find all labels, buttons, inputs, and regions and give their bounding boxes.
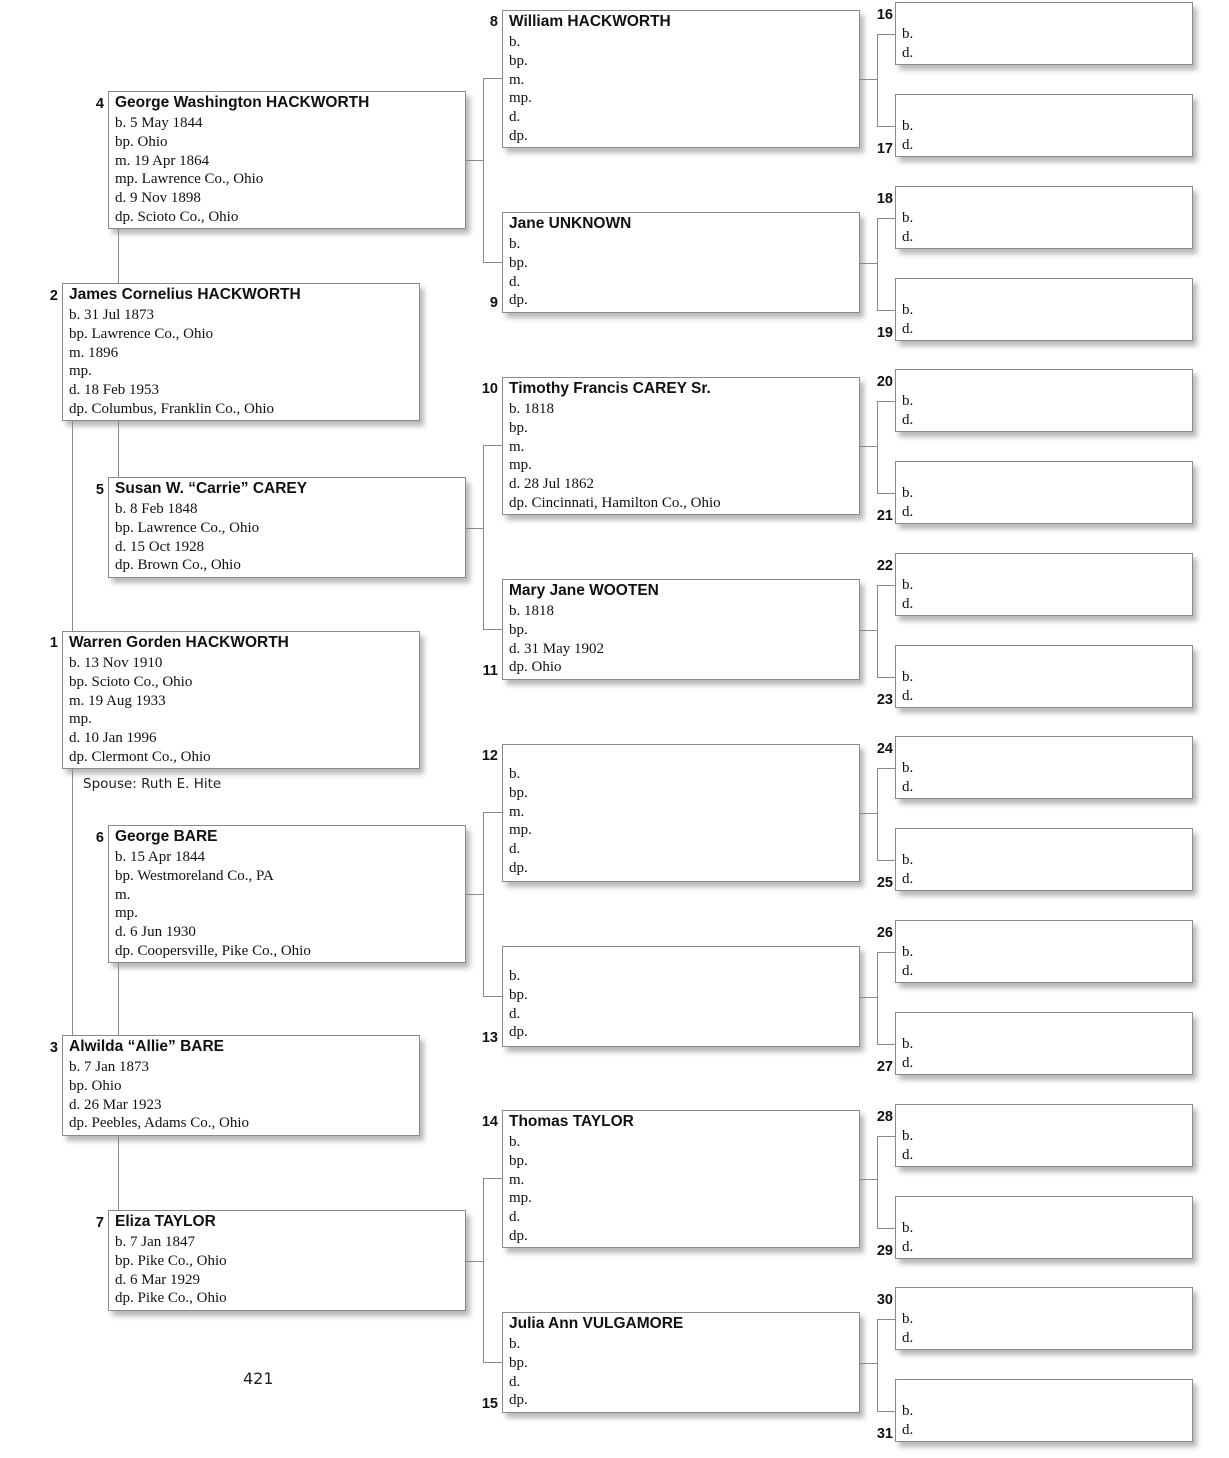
connector-line bbox=[877, 493, 895, 494]
connector-line bbox=[118, 421, 119, 477]
connector-line bbox=[877, 1319, 878, 1411]
person-detail-line: b. 1818 bbox=[509, 603, 554, 619]
connector-line bbox=[877, 677, 895, 678]
person-detail-line: dp. Peebles, Adams Co., Ohio bbox=[69, 1115, 249, 1132]
connector-line bbox=[466, 528, 483, 529]
person-detail-line: b. bbox=[902, 1128, 914, 1144]
person-box-6[interactable] bbox=[108, 825, 466, 963]
person-detail-line: d. bbox=[902, 962, 914, 979]
person-box-1[interactable] bbox=[62, 631, 420, 769]
person-detail-line: bp. bbox=[509, 784, 528, 801]
person-name: Warren Gorden HACKWORTH bbox=[69, 634, 289, 651]
person-detail-line: dp. Scioto Co., Ohio bbox=[115, 208, 239, 225]
person-number: 15 bbox=[481, 1396, 498, 1412]
person-detail-line: d. bbox=[902, 778, 914, 795]
connector-line bbox=[483, 445, 484, 629]
connector-line bbox=[877, 585, 895, 586]
person-number: 11 bbox=[482, 663, 498, 679]
person-detail-line: b. bbox=[509, 236, 521, 252]
person-box-31[interactable] bbox=[895, 1379, 1193, 1442]
person-name: Eliza TAYLOR bbox=[115, 1213, 216, 1230]
person-detail-line: d. bbox=[902, 1329, 914, 1346]
person-box-15[interactable] bbox=[502, 1312, 860, 1413]
person-detail-line: m. 1896 bbox=[69, 344, 119, 361]
person-detail-line: d. bbox=[509, 1209, 521, 1226]
person-detail-line: m. bbox=[509, 1171, 525, 1188]
person-name: George BARE bbox=[115, 828, 218, 845]
connector-line bbox=[877, 1319, 895, 1320]
connector-line bbox=[483, 1178, 484, 1362]
person-detail-line: b. bbox=[902, 577, 914, 593]
person-detail-line: d. bbox=[902, 320, 914, 337]
person-detail-line: mp. Lawrence Co., Ohio bbox=[115, 171, 264, 188]
person-detail-line: m. bbox=[115, 886, 131, 903]
person-box-8[interactable] bbox=[502, 10, 860, 148]
person-box-21[interactable] bbox=[895, 461, 1193, 524]
person-detail-line: d. bbox=[509, 1373, 521, 1390]
connector-line bbox=[877, 768, 895, 769]
person-detail-line: dp. bbox=[509, 292, 528, 309]
person-number: 14 bbox=[481, 1114, 498, 1130]
person-detail-line: b. bbox=[902, 1036, 914, 1052]
connector-line bbox=[877, 1411, 895, 1412]
connector-line bbox=[860, 1363, 877, 1364]
person-detail-line: dp. bbox=[509, 1024, 528, 1041]
person-detail-line: dp. bbox=[509, 1227, 528, 1244]
connector-line bbox=[466, 1261, 483, 1262]
person-name: Susan W. “Carrie” CAREY bbox=[115, 480, 308, 497]
person-number: 18 bbox=[876, 191, 893, 207]
connector-line bbox=[877, 1044, 895, 1045]
person-box-19[interactable] bbox=[895, 278, 1193, 341]
person-detail-line: d. bbox=[902, 1146, 914, 1163]
person-detail-line: bp. Ohio bbox=[69, 1077, 122, 1094]
person-detail-line: dp. Ohio bbox=[509, 659, 562, 676]
person-box-3[interactable] bbox=[62, 1035, 420, 1136]
person-box-7[interactable] bbox=[108, 1210, 466, 1311]
person-number: 9 bbox=[489, 295, 498, 311]
person-number: 10 bbox=[481, 381, 498, 397]
person-detail-line: bp. Ohio bbox=[115, 133, 168, 150]
person-box-29[interactable] bbox=[895, 1196, 1193, 1259]
person-detail-line: b. bbox=[902, 669, 914, 685]
person-box-9[interactable] bbox=[502, 212, 860, 313]
person-detail-line: b. bbox=[902, 210, 914, 226]
person-number: 5 bbox=[95, 482, 104, 498]
person-detail-line: mp. bbox=[509, 90, 532, 107]
person-number: 4 bbox=[95, 96, 104, 112]
person-detail-line: b. 15 Apr 1844 bbox=[115, 849, 205, 865]
connector-line bbox=[877, 585, 878, 677]
connector-line bbox=[483, 78, 484, 262]
connector-line bbox=[877, 126, 895, 127]
connector-line bbox=[877, 952, 878, 1044]
person-number: 27 bbox=[876, 1059, 893, 1075]
person-detail-line: b. 8 Feb 1848 bbox=[115, 501, 198, 517]
connector-line bbox=[72, 769, 73, 1035]
person-name: George Washington HACKWORTH bbox=[115, 94, 370, 111]
spouse-label: Spouse: Ruth E. Hite bbox=[83, 776, 222, 792]
person-detail-line: bp. Pike Co., Ohio bbox=[115, 1252, 227, 1269]
person-detail-line: m. 19 Aug 1933 bbox=[69, 692, 166, 709]
person-detail-line: b. bbox=[902, 1311, 914, 1327]
person-detail-line: d. bbox=[509, 273, 521, 290]
person-detail-line: b. 31 Jul 1873 bbox=[69, 307, 155, 323]
connector-line bbox=[483, 1362, 502, 1363]
connector-line bbox=[483, 445, 502, 446]
person-detail-line: dp. bbox=[509, 1392, 528, 1409]
connector-line bbox=[118, 963, 119, 1035]
person-detail-line: d. 18 Feb 1953 bbox=[69, 382, 159, 399]
connector-line bbox=[483, 262, 502, 263]
person-box-5[interactable] bbox=[108, 477, 466, 578]
person-detail-line: d. 6 Jun 1930 bbox=[115, 924, 196, 941]
connector-line bbox=[860, 446, 877, 447]
person-detail-line: d. bbox=[509, 109, 521, 126]
person-number: 26 bbox=[876, 925, 893, 941]
person-number: 20 bbox=[876, 374, 893, 390]
connector-line bbox=[483, 78, 502, 79]
person-number: 23 bbox=[876, 692, 893, 708]
person-detail-line: d. bbox=[902, 1054, 914, 1071]
person-detail-line: dp. bbox=[509, 859, 528, 876]
connector-line bbox=[877, 1228, 895, 1229]
person-detail-line: bp. bbox=[509, 52, 528, 69]
person-detail-line: d. bbox=[902, 595, 914, 612]
connector-line bbox=[860, 630, 877, 631]
connector-line bbox=[877, 860, 895, 861]
person-box-23[interactable] bbox=[895, 645, 1193, 708]
person-detail-line: d. bbox=[902, 503, 914, 520]
person-detail-line: b. bbox=[902, 944, 914, 960]
person-box-18[interactable] bbox=[895, 186, 1193, 249]
person-detail-line: d. bbox=[509, 1005, 521, 1022]
connector-line bbox=[466, 160, 483, 161]
connector-line bbox=[483, 629, 502, 630]
person-detail-line: dp. Pike Co., Ohio bbox=[115, 1290, 227, 1307]
person-box-14[interactable] bbox=[502, 1110, 860, 1248]
person-detail-line: b. 7 Jan 1847 bbox=[115, 1234, 195, 1250]
person-detail-line: dp. Clermont Co., Ohio bbox=[69, 748, 211, 765]
person-number: 17 bbox=[876, 141, 893, 157]
person-number: 12 bbox=[481, 748, 498, 764]
connector-line bbox=[877, 952, 895, 953]
person-box-24[interactable] bbox=[895, 736, 1193, 799]
person-detail-line: bp. Lawrence Co., Ohio bbox=[115, 519, 260, 536]
connector-line bbox=[877, 1136, 895, 1137]
person-box-20[interactable] bbox=[895, 369, 1193, 432]
person-number: 8 bbox=[489, 14, 498, 30]
person-detail-line: bp. bbox=[509, 254, 528, 271]
person-number: 21 bbox=[876, 508, 893, 524]
person-detail-line: mp. bbox=[69, 711, 92, 728]
person-detail-line: d. 9 Nov 1898 bbox=[115, 190, 201, 207]
person-detail-line: d. 15 Oct 1928 bbox=[115, 538, 205, 555]
person-detail-line: b. bbox=[902, 485, 914, 501]
person-box-4[interactable] bbox=[108, 91, 466, 229]
person-box-26[interactable] bbox=[895, 920, 1193, 983]
person-detail-line: d. bbox=[902, 44, 914, 61]
connector-line bbox=[118, 229, 119, 283]
connector-line bbox=[877, 218, 895, 219]
connector-line bbox=[877, 34, 878, 126]
person-detail-line: b. bbox=[902, 26, 914, 42]
person-number: 13 bbox=[481, 1030, 498, 1046]
person-detail-line: dp. bbox=[509, 127, 528, 144]
person-detail-line: dp. Cincinnati, Hamilton Co., Ohio bbox=[509, 494, 721, 511]
person-name: Thomas TAYLOR bbox=[509, 1113, 634, 1130]
connector-line bbox=[860, 263, 877, 264]
person-detail-line: b. bbox=[902, 118, 914, 134]
person-detail-line: d. 31 May 1902 bbox=[509, 640, 604, 657]
person-number: 31 bbox=[876, 1426, 893, 1442]
person-detail-line: b. 5 May 1844 bbox=[115, 115, 203, 131]
person-detail-line: mp. bbox=[509, 822, 532, 839]
connector-line bbox=[860, 813, 877, 814]
person-detail-line: d. bbox=[902, 1238, 914, 1255]
person-detail-line: b. 7 Jan 1873 bbox=[69, 1059, 149, 1075]
person-box-22[interactable] bbox=[895, 553, 1193, 616]
person-name: Jane UNKNOWN bbox=[509, 215, 632, 232]
connector-line bbox=[877, 34, 895, 35]
person-detail-line: m. bbox=[509, 438, 525, 455]
person-detail-line: bp. bbox=[509, 1354, 528, 1371]
person-number: 28 bbox=[876, 1109, 893, 1125]
person-detail-line: bp. bbox=[509, 986, 528, 1003]
person-box-12[interactable] bbox=[502, 744, 860, 882]
person-detail-line: d. 26 Mar 1923 bbox=[69, 1096, 162, 1113]
connector-line bbox=[483, 812, 502, 813]
person-detail-line: mp. bbox=[509, 457, 532, 474]
person-detail-line: b. bbox=[509, 1134, 521, 1150]
person-detail-line: b. bbox=[902, 760, 914, 776]
connector-line bbox=[118, 1136, 119, 1210]
person-detail-line: dp. Coopersville, Pike Co., Ohio bbox=[115, 942, 311, 959]
person-name: Timothy Francis CAREY Sr. bbox=[509, 380, 711, 397]
connector-line bbox=[877, 310, 895, 311]
person-detail-line: d. bbox=[902, 228, 914, 245]
person-name: William HACKWORTH bbox=[509, 13, 671, 30]
person-detail-line: dp. Brown Co., Ohio bbox=[115, 557, 241, 574]
person-detail-line: d. bbox=[902, 411, 914, 428]
person-detail-line: d. bbox=[509, 841, 521, 858]
person-detail-line: bp. bbox=[509, 419, 528, 436]
person-detail-line: m. bbox=[509, 71, 525, 88]
person-box-13[interactable] bbox=[502, 946, 860, 1047]
person-box-16[interactable] bbox=[895, 2, 1193, 65]
person-number: 16 bbox=[876, 7, 893, 23]
person-box-11[interactable] bbox=[502, 579, 860, 680]
person-name: Julia Ann VULGAMORE bbox=[509, 1315, 684, 1332]
person-detail-line: d. bbox=[902, 136, 914, 153]
person-detail-line: b. 1818 bbox=[509, 401, 554, 417]
person-number: 3 bbox=[49, 1040, 58, 1056]
person-detail-line: b. bbox=[902, 302, 914, 318]
person-detail-line: bp. bbox=[509, 1152, 528, 1169]
person-detail-line: b. bbox=[509, 968, 521, 984]
person-detail-line: b. bbox=[509, 1336, 521, 1352]
connector-line bbox=[860, 997, 877, 998]
connector-line bbox=[877, 768, 878, 860]
person-detail-line: b. bbox=[902, 1403, 914, 1419]
person-number: 1 bbox=[49, 635, 58, 651]
connector-line bbox=[860, 79, 877, 80]
person-detail-line: b. bbox=[902, 393, 914, 409]
person-name: Mary Jane WOOTEN bbox=[509, 582, 659, 599]
person-detail-line: bp. Lawrence Co., Ohio bbox=[69, 325, 214, 342]
person-box-17[interactable] bbox=[895, 94, 1193, 157]
person-box-30[interactable] bbox=[895, 1287, 1193, 1350]
person-detail-line: b. 13 Nov 1910 bbox=[69, 655, 163, 671]
person-number: 29 bbox=[876, 1243, 893, 1259]
person-detail-line: d. 10 Jan 1996 bbox=[69, 730, 157, 747]
person-detail-line: d. bbox=[902, 687, 914, 704]
person-number: 30 bbox=[876, 1292, 893, 1308]
connector-line bbox=[72, 421, 73, 631]
connector-line bbox=[877, 218, 878, 310]
connector-line bbox=[483, 996, 502, 997]
person-detail-line: d. 28 Jul 1862 bbox=[509, 476, 595, 493]
connector-line bbox=[877, 401, 895, 402]
person-detail-line: mp. bbox=[115, 905, 138, 922]
person-box-10[interactable] bbox=[502, 377, 860, 515]
person-detail-line: d. bbox=[902, 870, 914, 887]
connector-line bbox=[877, 401, 878, 493]
person-detail-line: d. bbox=[902, 1421, 914, 1438]
person-number: 2 bbox=[49, 288, 58, 304]
person-number: 19 bbox=[876, 325, 893, 341]
person-box-25[interactable] bbox=[895, 828, 1193, 891]
person-number: 6 bbox=[95, 830, 104, 846]
person-detail-line: mp. bbox=[69, 363, 92, 380]
person-number: 24 bbox=[876, 741, 893, 757]
person-box-2[interactable] bbox=[62, 283, 420, 421]
person-name: James Cornelius HACKWORTH bbox=[69, 286, 301, 303]
person-box-27[interactable] bbox=[895, 1012, 1193, 1075]
person-number: 7 bbox=[95, 1215, 104, 1231]
connector-line bbox=[860, 1179, 877, 1180]
connector-line bbox=[466, 894, 483, 895]
person-number: 22 bbox=[876, 558, 893, 574]
page-number: 421 bbox=[243, 1369, 274, 1388]
person-detail-line: b. bbox=[902, 852, 914, 868]
connector-line bbox=[877, 1136, 878, 1228]
person-detail-line: bp. bbox=[509, 621, 528, 638]
person-detail-line: dp. Columbus, Franklin Co., Ohio bbox=[69, 400, 275, 417]
person-detail-line: b. bbox=[509, 34, 521, 50]
person-detail-line: d. 6 Mar 1929 bbox=[115, 1271, 200, 1288]
person-detail-line: bp. Scioto Co., Ohio bbox=[69, 673, 193, 690]
person-detail-line: m. 19 Apr 1864 bbox=[115, 152, 210, 169]
connector-line bbox=[483, 1178, 502, 1179]
person-box-28[interactable] bbox=[895, 1104, 1193, 1167]
person-number: 25 bbox=[876, 875, 893, 891]
person-detail-line: mp. bbox=[509, 1190, 532, 1207]
person-detail-line: b. bbox=[902, 1220, 914, 1236]
person-detail-line: b. bbox=[509, 766, 521, 782]
person-name: Alwilda “Allie” BARE bbox=[69, 1038, 225, 1055]
connector-line bbox=[483, 812, 484, 996]
person-detail-line: bp. Westmoreland Co., PA bbox=[115, 867, 274, 884]
person-detail-line: m. bbox=[509, 803, 525, 820]
